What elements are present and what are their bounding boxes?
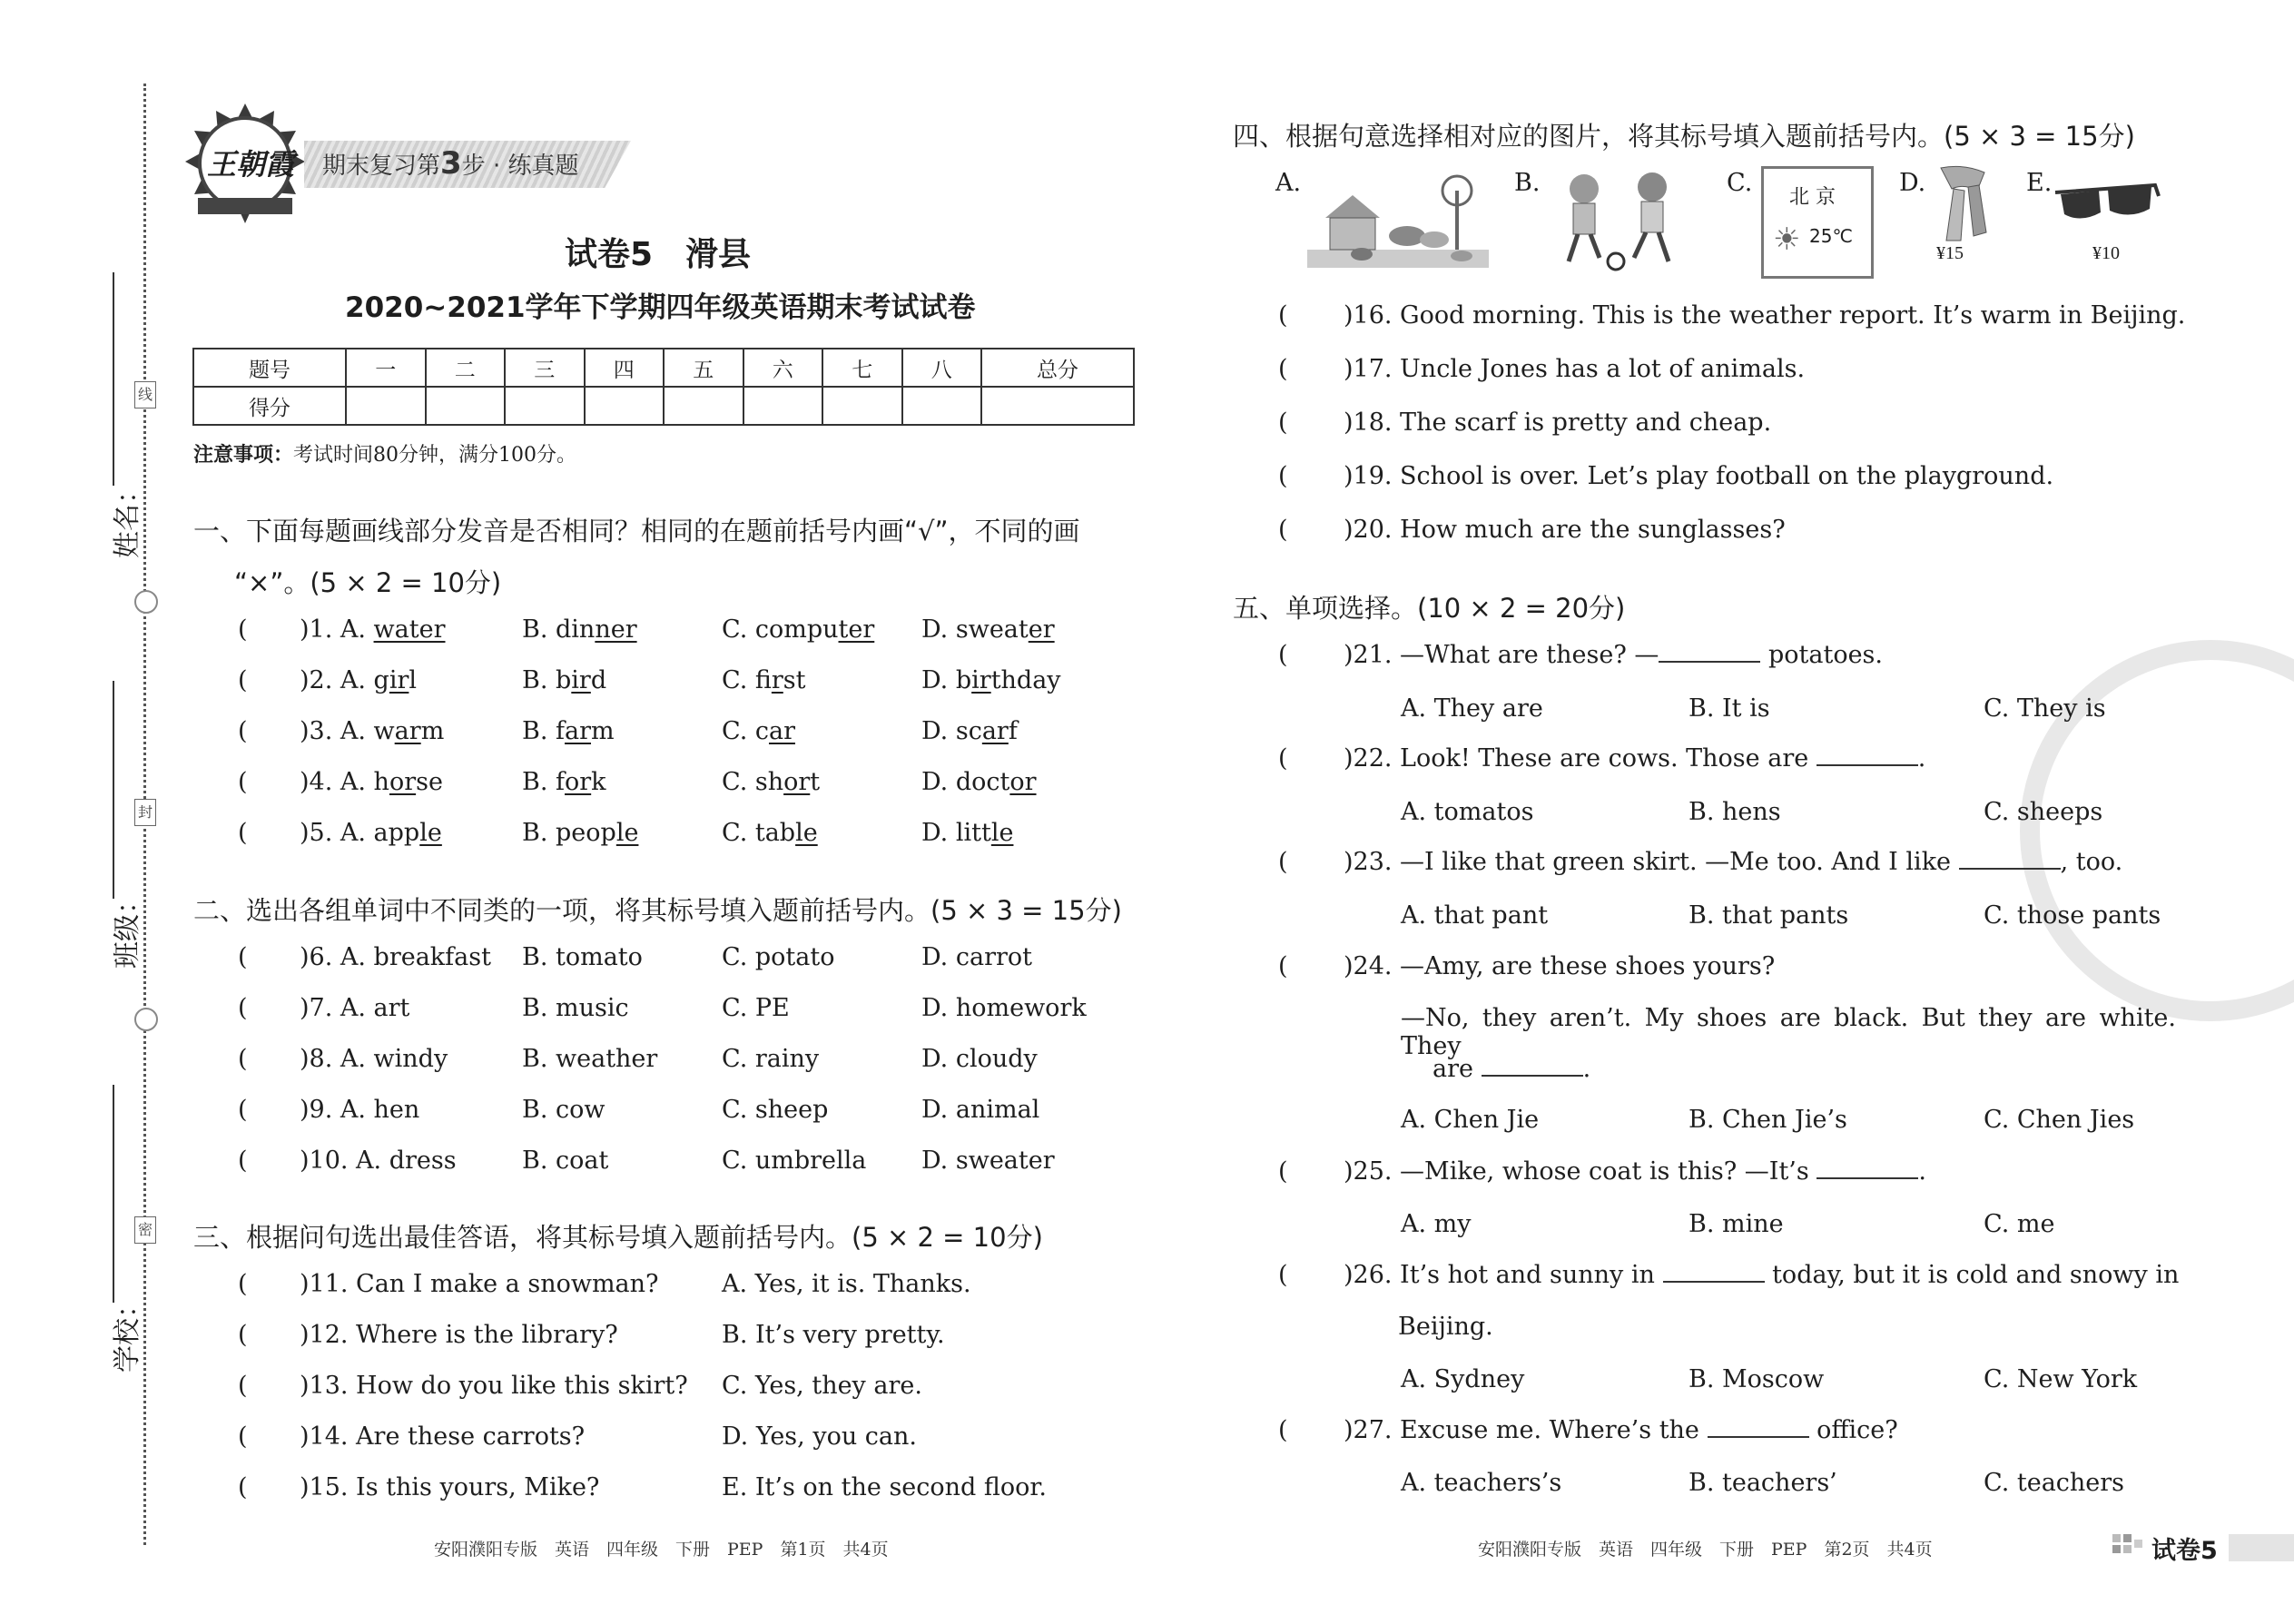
option-d: D. carrot: [921, 943, 1032, 971]
option-b: B. coat: [522, 1147, 609, 1175]
pic-label-b: B.: [1514, 169, 1541, 197]
option-d: D. sweater: [921, 1147, 1055, 1175]
name-label: 姓名：: [112, 477, 143, 558]
score-cell[interactable]: [981, 387, 1134, 425]
notice-text: 考试时间80分钟，满分100分。: [293, 444, 577, 467]
question-10: )10. A. dress: [300, 1147, 457, 1175]
answer-blank[interactable]: [1816, 744, 1918, 766]
option-b: B. fork: [522, 768, 606, 796]
question-7: )7. A. art: [300, 994, 410, 1022]
question-19: )19. School is over. Let’s play football on the playground.: [1344, 462, 2054, 490]
option-c: C. umbrella: [722, 1147, 867, 1175]
score-cell[interactable]: [426, 387, 506, 425]
question-15: )15. Is this yours, Mike?: [300, 1473, 600, 1501]
weather-city: 北 京: [1789, 186, 1836, 209]
option-d: D. sweater: [921, 615, 1055, 644]
option-d: D. cloudy: [921, 1045, 1038, 1073]
option-b: B. Chen Jie’s: [1689, 1106, 1847, 1134]
option-a: A. my: [1401, 1210, 1472, 1238]
question-14: )14. Are these carrots?: [300, 1422, 586, 1451]
score-cell[interactable]: [743, 387, 823, 425]
score-table: [192, 348, 1135, 426]
weather-temp: 25℃: [1809, 225, 1853, 247]
question-5: )5. A. apple: [300, 819, 442, 847]
option-b: B. hens: [1689, 798, 1781, 826]
answer-option: B. It’s very pretty.: [722, 1321, 945, 1349]
score-cell[interactable]: [822, 387, 902, 425]
option-c: C. rainy: [722, 1045, 820, 1073]
option-c: C. table: [722, 819, 818, 847]
option-b: B. people: [522, 819, 639, 847]
answer-paren[interactable]: (: [238, 768, 248, 796]
answer-paren[interactable]: (: [238, 943, 248, 971]
section4-title: 四、根据句意选择相对应的图片，将其标号填入题前括号内。(5 × 3 = 15分): [1233, 121, 2135, 152]
question-26-line2: Beijing.: [1398, 1313, 1493, 1341]
answer-paren[interactable]: (: [1278, 408, 1288, 437]
score-row-label: 得分: [193, 387, 346, 425]
option-c: C. They is: [1984, 694, 2106, 723]
pic-label-a: A.: [1275, 169, 1302, 197]
pic-label-c: C.: [1727, 169, 1753, 197]
score-header-cell: 总分: [981, 349, 1134, 387]
paper-title: 试卷5 滑县: [565, 236, 752, 273]
option-a: A. Sydney: [1401, 1365, 1525, 1393]
score-cell[interactable]: [902, 387, 982, 425]
answer-paren[interactable]: (: [1278, 1416, 1288, 1444]
option-d: D. animal: [921, 1096, 1040, 1124]
option-a: A. teachers’s: [1401, 1469, 1562, 1497]
answer-paren[interactable]: (: [1278, 355, 1288, 383]
question-24: )24. —Amy, are these shoes yours?: [1344, 952, 1776, 980]
answer-paren[interactable]: (: [238, 819, 248, 847]
pic-label-e: E.: [2026, 169, 2053, 197]
option-b: B. weather: [522, 1045, 658, 1073]
binding-hole-icon: [134, 1008, 158, 1031]
score-header-cell: 四: [585, 349, 665, 387]
answer-paren[interactable]: (: [1278, 848, 1288, 876]
question-16: )16. Good morning. This is the weather report. It’s warm in Beijing.: [1344, 301, 2186, 330]
page-footer-right: 安阳濮阳专版 英语 四年级 下册 PEP 第2页 共4页: [1478, 1540, 1933, 1560]
question-6: )6. A. breakfast: [300, 943, 491, 971]
answer-paren[interactable]: (: [238, 1147, 248, 1175]
answer-paren[interactable]: (: [1278, 462, 1288, 490]
answer-paren[interactable]: (: [238, 1096, 248, 1124]
question-21: )21. —What are these? — potatoes.: [1344, 641, 1883, 669]
answer-paren[interactable]: (: [238, 1270, 248, 1298]
answer-option: A. Yes, it is. Thanks.: [722, 1270, 971, 1298]
question-18: )18. The scarf is pretty and cheap.: [1344, 408, 1772, 437]
school-label: 学校：: [112, 1291, 143, 1373]
question-12: )12. Where is the library?: [300, 1321, 618, 1349]
seal-mark-xian: 线: [134, 381, 156, 408]
option-b: B. farm: [522, 717, 615, 745]
option-b: B. teachers’: [1689, 1469, 1837, 1497]
answer-paren[interactable]: (: [1278, 1261, 1288, 1289]
answer-blank[interactable]: [1482, 1055, 1583, 1077]
score-table-header-row: [193, 349, 1134, 387]
question-24-line2: —No, they aren’t. My shoes are black. But they are white. They: [1401, 1004, 2176, 1060]
sun-icon: ☀: [1773, 221, 1801, 258]
option-b: B. Moscow: [1689, 1365, 1825, 1393]
answer-paren[interactable]: (: [1278, 1157, 1288, 1186]
option-d: D. homework: [921, 994, 1087, 1022]
option-b: B. tomato: [522, 943, 643, 971]
paper-tag: 试卷5: [2151, 1537, 2218, 1565]
option-b: B. mine: [1689, 1210, 1784, 1238]
answer-paren[interactable]: (: [1278, 744, 1288, 773]
score-header-cell: 五: [664, 349, 743, 387]
paper-tag-bar: [2229, 1534, 2294, 1561]
question-25: )25. —Mike, whose coat is this? —It’s .: [1344, 1157, 1926, 1186]
answer-paren[interactable]: (: [238, 1473, 248, 1501]
answer-paren[interactable]: (: [238, 994, 248, 1022]
score-header-cell: 三: [505, 349, 585, 387]
option-c: C. first: [722, 666, 806, 694]
question-4: )4. A. horse: [300, 768, 443, 796]
price-scarf: ¥15: [1936, 243, 1964, 263]
banner-suffix: 步 · 练真题: [461, 153, 579, 180]
option-a: A. that pant: [1401, 901, 1549, 930]
score-header-cell: 一: [346, 349, 426, 387]
question-8: )8. A. windy: [300, 1045, 448, 1073]
answer-paren[interactable]: (: [238, 1422, 248, 1451]
option-a: A. They are: [1401, 694, 1543, 723]
kids-football-picture: [1543, 163, 1698, 272]
option-c: C. sheeps: [1984, 798, 2103, 826]
answer-paren[interactable]: (: [1278, 641, 1288, 669]
option-c: C. teachers: [1984, 1469, 2125, 1497]
option-d: D. scarf: [921, 717, 1018, 745]
option-a: A. Chen Jie: [1401, 1106, 1540, 1134]
answer-blank[interactable]: [1959, 848, 2061, 870]
option-c: C. potato: [722, 943, 835, 971]
question-2: )2. A. girl: [300, 666, 418, 694]
exam-notice: [193, 439, 576, 468]
option-c: C. PE: [722, 994, 790, 1022]
score-cell[interactable]: [505, 387, 585, 425]
question-3: )3. A. warm: [300, 717, 445, 745]
question-22: )22. Look! These are cows. Those are .: [1344, 744, 1926, 773]
score-header-cell: 二: [426, 349, 506, 387]
banner-prefix: 期末复习第: [322, 153, 441, 180]
pic-label-d: D.: [1899, 169, 1926, 197]
section1-title-line1: 一、下面每题画线部分发音是否相同？相同的在题前括号内画“√”，不同的画: [193, 516, 1080, 546]
score-header-cell: 六: [743, 349, 823, 387]
option-b: B. that pants: [1689, 901, 1849, 930]
score-header-cell: 七: [822, 349, 902, 387]
option-c: C. me: [1984, 1210, 2055, 1238]
answer-blank[interactable]: [1659, 641, 1760, 663]
header-banner-text: [322, 145, 578, 182]
banner-step-number: 3: [440, 145, 462, 182]
question-17: )17. Uncle Jones has a lot of animals.: [1344, 355, 1806, 383]
name-fill-line[interactable]: [113, 272, 114, 486]
seal-mark-feng: 封: [134, 799, 156, 826]
option-d: D. little: [921, 819, 1014, 847]
score-table-score-row: [193, 387, 1134, 425]
answer-paren[interactable]: (: [1278, 952, 1288, 980]
page-footer-left: 安阳濮阳专版 英语 四年级 下册 PEP 第1页 共4页: [434, 1540, 889, 1560]
price-sunglasses: ¥10: [2092, 243, 2120, 263]
score-cell[interactable]: [664, 387, 743, 425]
question-24-line3: are .: [1433, 1055, 1591, 1083]
section3-title: 三、根据问句选出最佳答语，将其标号填入题前括号内。(5 × 2 = 10分): [193, 1222, 1043, 1253]
option-b: B. cow: [522, 1096, 605, 1124]
option-b: B. bird: [522, 666, 607, 694]
class-label: 班级：: [112, 887, 143, 969]
option-c: C. sheep: [722, 1096, 829, 1124]
brand-logo-text: 王朝霞: [207, 147, 295, 182]
option-c: C. Chen Jies: [1984, 1106, 2135, 1134]
answer-paren[interactable]: (: [1278, 301, 1288, 330]
answer-blank[interactable]: [1816, 1157, 1918, 1179]
question-1: )1. A. water: [300, 615, 446, 644]
score-cell[interactable]: [346, 387, 426, 425]
seal-mark-mi: 密: [134, 1216, 156, 1244]
answer-paren[interactable]: (: [238, 717, 248, 745]
notice-label: 注意事项：: [193, 444, 294, 467]
brand-logo: [182, 100, 309, 227]
paper-tag-decoration: [2111, 1532, 2147, 1563]
question-11: )11. Can I make a snowman?: [300, 1270, 659, 1298]
score-header-cell: 八: [902, 349, 982, 387]
option-c: C. car: [722, 717, 795, 745]
option-b: B. music: [522, 994, 629, 1022]
answer-paren[interactable]: (: [1278, 516, 1288, 544]
option-c: C. those pants: [1984, 901, 2161, 930]
farm-animals-picture: [1307, 163, 1489, 272]
answer-paren[interactable]: (: [238, 1321, 248, 1349]
weather-report-picture: [1761, 166, 1874, 279]
question-23: )23. —I like that green skirt. —Me too. And I like , too.: [1344, 848, 2123, 876]
option-c: C. short: [722, 768, 821, 796]
option-c: C. New York: [1984, 1365, 2138, 1393]
score-header-cell: 题号: [193, 349, 346, 387]
option-c: C. computer: [722, 615, 875, 644]
option-b: B. It is: [1689, 694, 1770, 723]
answer-option: E. It’s on the second floor.: [722, 1473, 1047, 1501]
answer-blank[interactable]: [1708, 1416, 1809, 1438]
section2-title: 二、选出各组单词中不同类的一项，将其标号填入题前括号内。(5 × 3 = 15分): [193, 895, 1122, 926]
answer-option: D. Yes, you can.: [722, 1422, 917, 1451]
score-cell[interactable]: [585, 387, 665, 425]
answer-paren[interactable]: (: [238, 615, 248, 644]
option-d: D. birthday: [921, 666, 1061, 694]
sunglasses-picture: [2053, 180, 2162, 234]
option-a: A. tomatos: [1401, 798, 1534, 826]
section5-title: 五、单项选择。(10 × 2 = 20分): [1233, 593, 1626, 624]
question-27: )27. Excuse me. Where’s the office?: [1344, 1416, 1898, 1444]
answer-paren[interactable]: (: [238, 1372, 248, 1400]
option-b: B. dinner: [522, 615, 637, 644]
answer-option: C. Yes, they are.: [722, 1372, 922, 1400]
question-26: )26. It’s hot and sunny in today, but it is cold and snowy in: [1344, 1261, 2180, 1289]
question-9: )9. A. hen: [300, 1096, 420, 1124]
school-fill-line[interactable]: [113, 1085, 114, 1303]
question-13: )13. How do you like this skirt?: [300, 1372, 688, 1400]
answer-paren[interactable]: (: [238, 1045, 248, 1073]
exam-title: 2020~2021学年下学期四年级英语期末考试试卷: [345, 291, 976, 324]
class-fill-line[interactable]: [113, 681, 114, 899]
answer-paren[interactable]: (: [238, 666, 248, 694]
scarf-picture: [1932, 163, 1995, 245]
section1-title-line2: “×”。(5 × 2 = 10分): [234, 567, 502, 598]
answer-blank[interactable]: [1663, 1261, 1765, 1283]
option-d: D. doctor: [921, 768, 1037, 796]
binding-hole-icon: [134, 590, 158, 614]
question-20: )20. How much are the sunglasses?: [1344, 516, 1786, 544]
